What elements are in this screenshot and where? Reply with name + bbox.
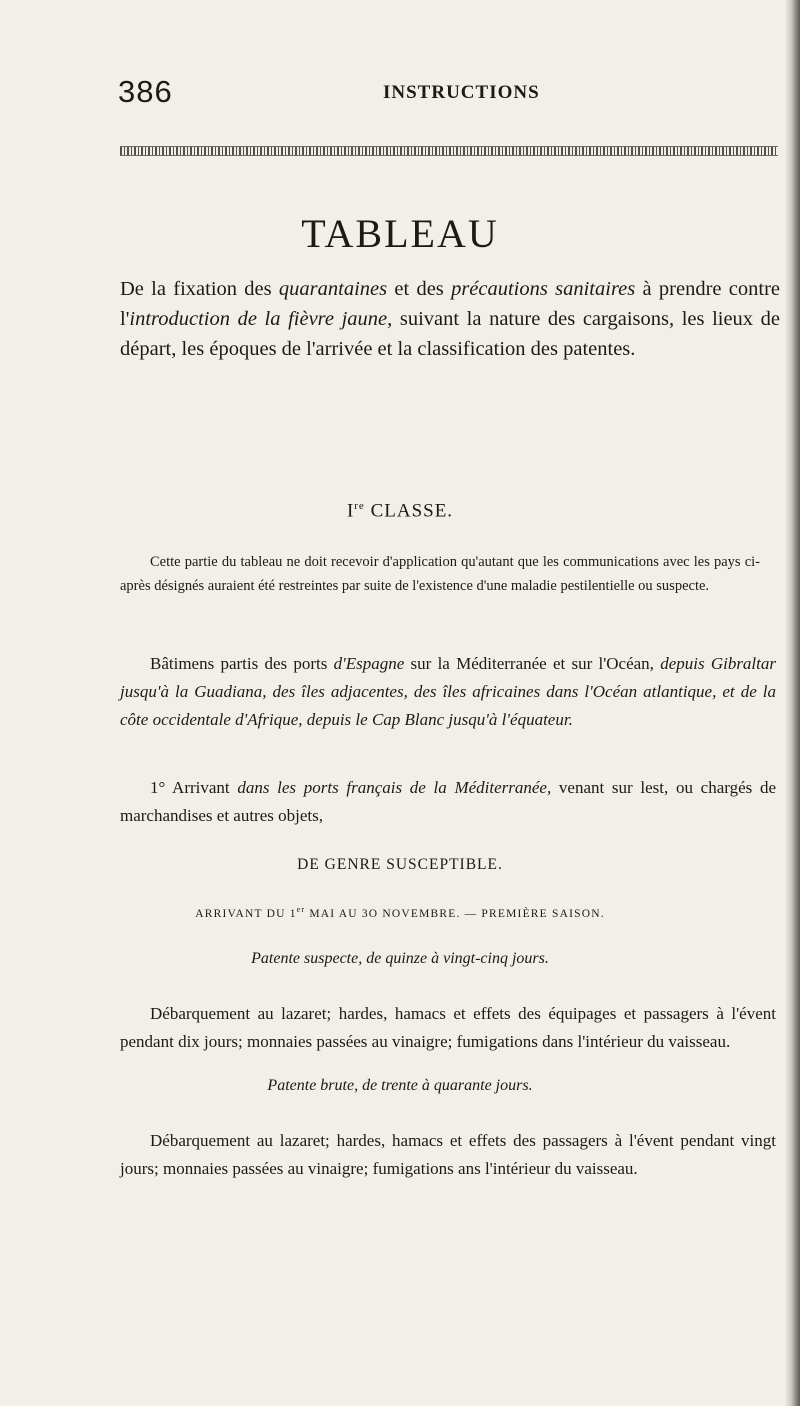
page-title: TABLEAU xyxy=(301,211,499,256)
debarquement-paragraph-1: Débarquement au lazaret; hardes, hamacs et effets des équipages et passagers à l'évent pendant dix jours; monnaies passées au vinaigre; fumigations dans l'intérieur du vaisseau. xyxy=(120,1004,776,1051)
decorative-rule xyxy=(120,146,778,156)
intro-italic-3: introduction de la fièvre jaune xyxy=(129,308,388,330)
section-heading xyxy=(0,500,800,522)
intro-italic-2: précautions sanitaires xyxy=(451,278,636,300)
season-text-2: MAI AU 3O NOVEMBRE. — PREMIÈRE SAISON. xyxy=(305,907,605,920)
genre-heading: DE GENRE SUSCEPTIBLE. xyxy=(297,856,503,873)
season-text-1: ARRIVANT DU 1 xyxy=(195,907,297,920)
arrivant-paragraph xyxy=(120,774,776,830)
batimens-paragraph xyxy=(120,650,776,734)
classe-sup: re xyxy=(354,500,365,512)
season-sup: er xyxy=(296,905,306,914)
intro-text-1: De la fixation des xyxy=(120,278,279,300)
patente-suspecte-heading: Patente suspecte, de quinze à vingt-cinq jours. xyxy=(251,950,549,967)
page-number: 386 xyxy=(118,74,173,109)
running-head: INSTRUCTIONS xyxy=(383,82,540,103)
intro-paragraph xyxy=(120,274,780,364)
page-header xyxy=(0,74,800,114)
classe-numeral: I xyxy=(346,500,355,522)
batimens-italic-1: d'Espagne xyxy=(333,654,405,673)
batimens-text-1: Bâtimens partis des ports xyxy=(150,654,334,673)
intro-text-4: , suivant la nature des cargaisons, les lieux de départ, les époques de l'arrivée et la classification des patentes. xyxy=(120,308,781,360)
note-paragraph: Cette partie du tableau ne doit recevoir d'application qu'autant que les communications avec les pays ci-après désignés auraient été restreintes par suite de l'existence d'une maladie pestilentielle ou suspecte. xyxy=(120,554,760,594)
intro-text-2: et des xyxy=(387,278,452,300)
intro-text-3: à prendre contre l' xyxy=(120,278,781,330)
arrivant-text-2: , venant sur lest, ou chargés de marchandises et autres objets, xyxy=(120,778,776,825)
classe-label: CLASSE. xyxy=(364,500,454,522)
batimens-italic-2: depuis Gibraltar jusqu'à la Guadiana, des îles adjacentes, des îles africaines dans l'Océan atlantique, et de la côte occidentale d'Afrique, depuis le Cap Blanc jusqu'à l'équateur. xyxy=(120,654,776,729)
patente-brute-heading: Patente brute, de trente à quarante jours. xyxy=(267,1077,533,1094)
intro-italic-1: quarantaines xyxy=(278,278,388,300)
batimens-text-2: sur la Méditerranée et sur l'Océan, xyxy=(404,654,661,673)
debarquement-paragraph-2: Débarquement au lazaret; hardes, hamacs et effets des passagers à l'évent pendant vingt jours; monnaies passées au vinaigre; fumigations ans l'intérieur du vaisseau. xyxy=(120,1131,776,1178)
season-heading xyxy=(0,905,800,920)
arrivant-text-1: 1° Arrivant xyxy=(150,778,238,797)
arrivant-italic: dans les ports français de la Méditerranée xyxy=(237,778,547,797)
